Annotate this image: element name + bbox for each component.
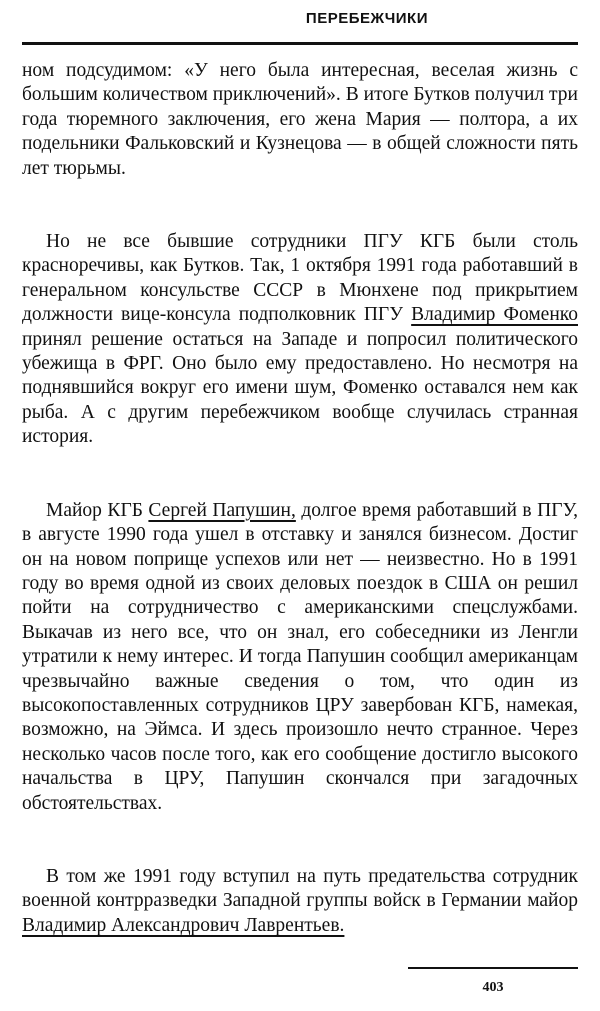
body-text (22, 59, 578, 938)
paragraph-3-before: Майор КГБ (46, 499, 149, 521)
underlined-name-lavrentyev: Владимир Александрович Лаврентьев. (22, 914, 345, 936)
running-header (22, 10, 578, 27)
paragraph-2-before: Но не все бывшие сотрудники ПГУ КГБ были столь красноречивы, как Бутков. Так, 1 октября 1991 года работавший в генеральном консульстве СССР в Мюнхене под прикрытием должности вице-консула подполковник ПГУ (22, 231, 578, 326)
footer-rule (408, 967, 578, 969)
paragraph-1-text: ном подсудимом: «У него была интересная, веселая жизнь с большим количеством приключений». В итоге Бутков получил три года тюремного заключения, его жена Мария — полтора, а их подельники Фальковский и Кузнецова — в общей сложности пять лет тюрьмы. (22, 60, 578, 179)
paragraph-3-after: долгое время работавший в ПГУ, в августе 1990 года ушел в отставку и занялся бизнесом. Достиг он на новом поприще успехов или нет — неизвестно. Но в 1991 году во время одной из своих деловых поездок в США он решил пойти на сотрудничество с американскими спецслужбами. Выкачав из него все, что он знал, его собеседники из Ленгли утратили к нему интерес. И тогда Папушин сообщил американцам чрезвычайно важные сведения о том, что один из высокопоставленных сотрудников ЦРУ завербован КГБ, намекая, возможно, на Эймса. И здесь произошло нечто странное. Через несколько часов после того, как его сообщение достигло высокого начальства в ЦРУ, Папушин скончался при загадочных обстоятельствах. (22, 499, 578, 814)
paragraph-4 (22, 865, 578, 938)
underlined-name-fomenko: Владимир Фоменко (411, 304, 578, 326)
header-rule (22, 42, 578, 45)
paragraph-2 (22, 230, 578, 450)
running-title: ПЕРЕБЕЖЧИКИ (305, 10, 428, 27)
underlined-name-papushin: Сергей Папушин, (148, 499, 296, 521)
page-number: 403 (482, 980, 504, 995)
paragraph-2-after: принял решение остаться на Западе и попросил политического убежища в ФРГ. Оно было ему предоставлено. Но несмотря на поднявшийся вокруг его имени шум, Фоменко оставался нем как рыба. А с другим перебежчиком вообще случилась странная история. (22, 328, 578, 448)
paragraph-4-before: В том же 1991 году вступил на путь предательства сотрудник военной контрразведки Западной группы войск в Германии майор (22, 865, 578, 912)
paragraph-3 (22, 499, 578, 816)
paragraph-1 (22, 59, 578, 181)
